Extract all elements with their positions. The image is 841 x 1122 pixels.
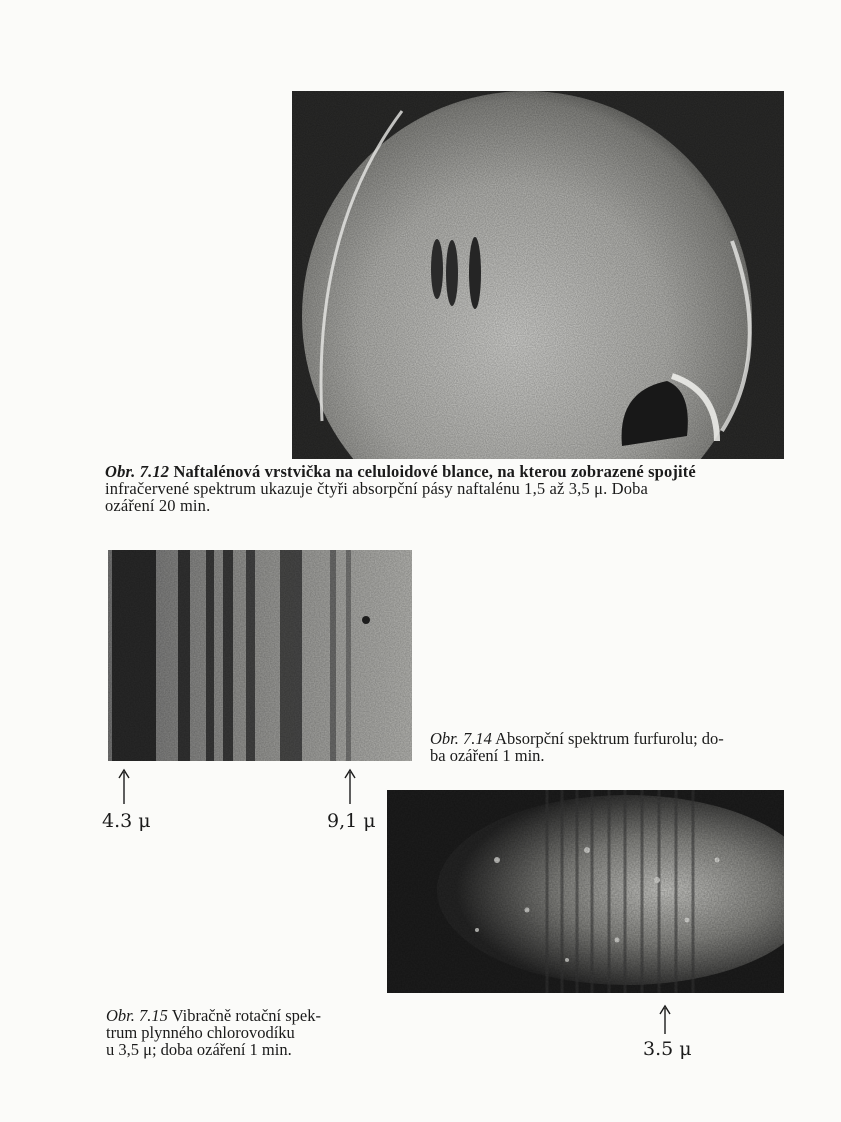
arrow-up-icon	[343, 768, 357, 804]
marker-9-1-mu: 9,1 μ	[327, 810, 376, 832]
caption-label: Obr.	[105, 462, 136, 481]
figure-7-14-photo	[108, 550, 412, 761]
arrow-up-icon	[658, 1004, 672, 1034]
figure-7-15-photo	[387, 790, 784, 993]
caption-label: Obr.	[106, 1006, 135, 1025]
naphthalene-film-image	[292, 91, 784, 459]
caption-line: infračervené spektrum ukazuje čtyři absorpční pásy naftalénu 1,5 až 3,5 μ. Doba	[105, 478, 648, 498]
figure-7-12-caption	[105, 464, 784, 514]
figure-7-15-caption	[106, 1008, 356, 1058]
caption-label: Obr.	[430, 729, 459, 748]
caption-number: 7.15	[139, 1006, 168, 1025]
caption-number: 7.12	[139, 462, 170, 481]
marker-3-5-mu: 3.5 μ	[643, 1038, 692, 1060]
caption-line: ba ozáření 1 min.	[430, 745, 545, 765]
marker-4-3-mu: 4.3 μ	[102, 810, 151, 832]
caption-line: Vibračně rotační spek-	[171, 1006, 321, 1025]
figure-7-14-caption	[430, 731, 780, 765]
caption-line: u 3,5 μ; doba ozáření 1 min.	[106, 1039, 292, 1059]
caption-line: trum plynného chlorovodíku	[106, 1022, 295, 1042]
arrow-up-icon	[117, 768, 131, 804]
furfurol-spectrum-image	[108, 550, 412, 761]
figure-7-12-photo	[292, 91, 784, 459]
caption-line: Naftalénová vrstvička na celuloidové blance, na kterou zobrazené spojité	[173, 462, 696, 481]
caption-number: 7.14	[463, 729, 492, 748]
hcl-spectrum-image	[387, 790, 784, 993]
caption-line: Absorpční spektrum furfurolu; do-	[495, 729, 724, 748]
caption-line: ozáření 20 min.	[105, 495, 211, 515]
